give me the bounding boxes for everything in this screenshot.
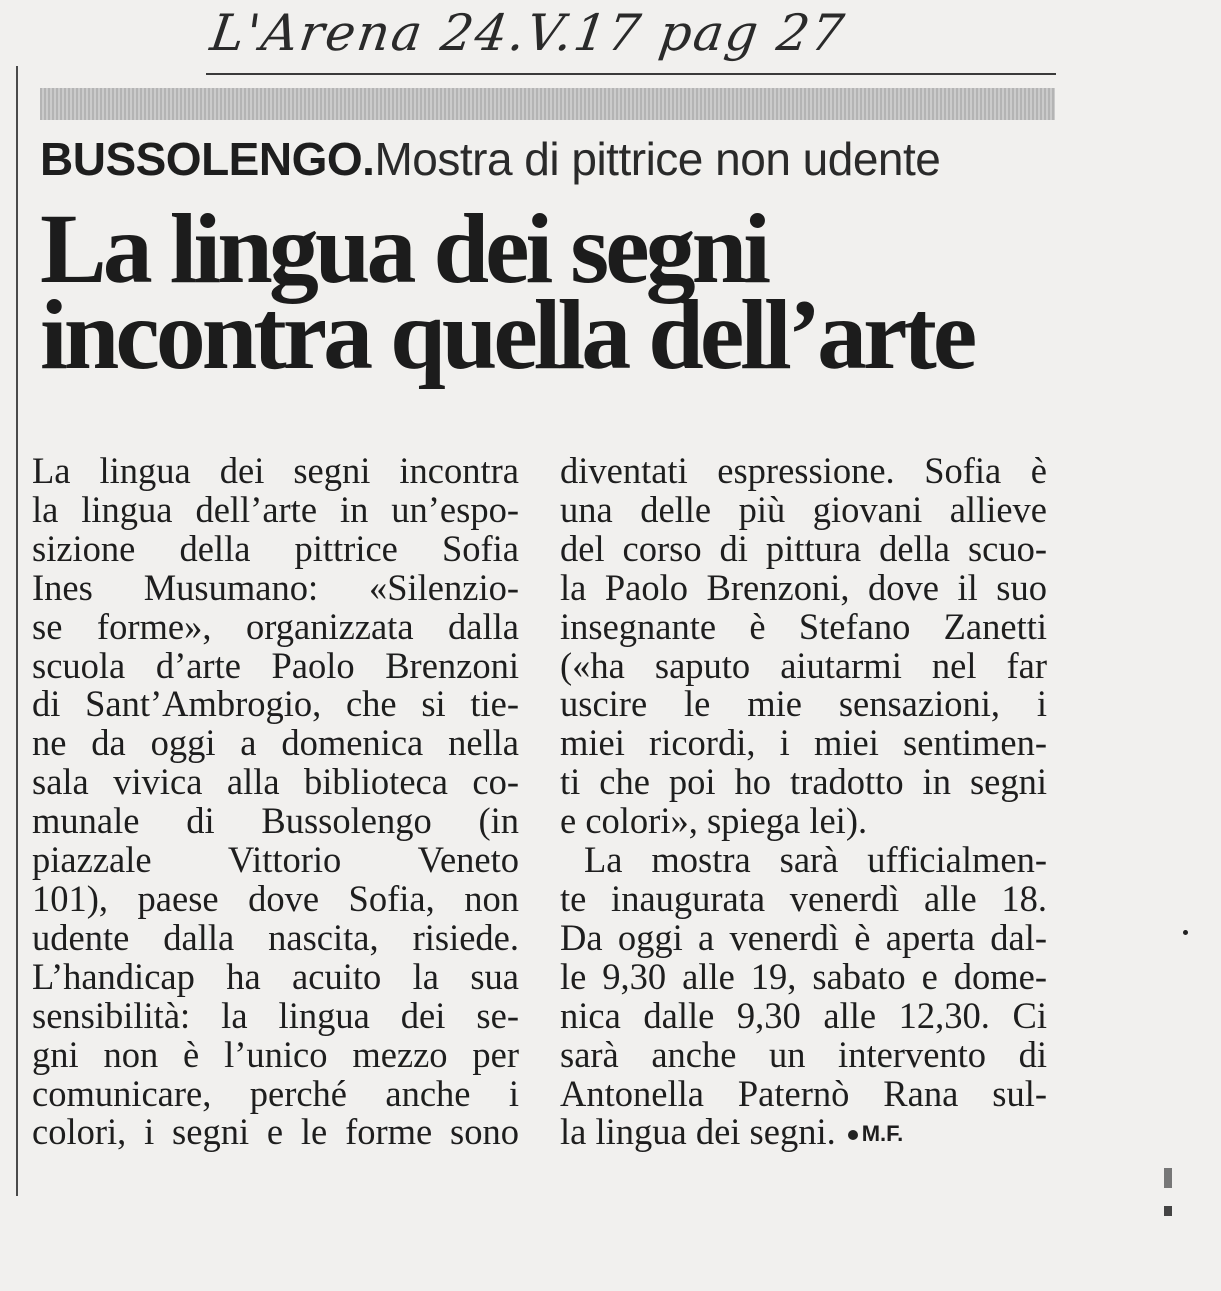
headline-line-1: La lingua dei segni: [40, 193, 767, 304]
bullet-icon: [848, 1130, 858, 1140]
article-line: La lingua dei segni incontra: [32, 450, 519, 491]
article-line: Antonella Paternò Rana sul-: [560, 1072, 1047, 1114]
article-line: insegnante è Stefano Zanetti: [560, 605, 1047, 647]
article-line: ti che poi ho tradotto in segni: [560, 761, 1047, 803]
article-line: ne da oggi a domenica nella: [32, 722, 519, 764]
article-line: sensibilità: la lingua dei se-: [32, 994, 519, 1036]
byline-initials: M.F.: [861, 1121, 904, 1147]
article-line: sarà anche un intervento di: [560, 1033, 1047, 1075]
article-line: diventati espressione. Sofia è: [560, 450, 1047, 491]
article-line: scuola d’arte Paolo Brenzoni: [32, 644, 519, 686]
headline-line-2: incontra quella dell’arte: [40, 279, 974, 390]
header-shaded-band: [40, 88, 1055, 120]
article-line: gni non è l’unico mezzo per: [32, 1033, 519, 1075]
article-line: le 9,30 alle 19, sabato e dome-: [560, 955, 1047, 997]
article-line: udente dalla nascita, risiede.: [32, 916, 519, 958]
article-line: te inaugurata venerdì alle 18.: [560, 877, 1047, 919]
kicker-text: Mostra di pittrice non udente: [374, 133, 941, 185]
handwritten-underline: [206, 73, 1056, 75]
article-line: di Sant’Ambrogio, che si tie-: [32, 683, 519, 725]
article-line: sizione della pittrice Sofia: [32, 527, 519, 569]
article-line: colori, i segni e le forme sono: [32, 1111, 519, 1153]
scan-speck: [1183, 930, 1188, 935]
article-line: la lingua dei segni.: [560, 1111, 836, 1153]
article-line: Da oggi a venerdì è aperta dal-: [560, 916, 1047, 958]
article-line: Ines Musumano: «Silenzio-: [32, 566, 519, 608]
article-line: comunicare, perché anche i: [32, 1072, 519, 1114]
article-line: piazzale Vittorio Veneto: [32, 839, 519, 881]
column-rule-left: [16, 66, 18, 1196]
article-line: del corso di pittura della scuo-: [560, 527, 1047, 569]
article-line: se forme», organizzata dalla: [32, 605, 519, 647]
article-line: L’handicap ha acuito la sua: [32, 955, 519, 997]
handwritten-source-note: L'Arena 24.V.17 pag 27: [206, 4, 850, 62]
article-line: munale di Bussolengo (in: [32, 800, 519, 842]
article-line: sala vivica alla biblioteca co-: [32, 761, 519, 803]
byline: [848, 1121, 904, 1146]
article-line: 101), paese dove Sofia, non: [32, 877, 519, 919]
article-line: la Paolo Brenzoni, dove il suo: [560, 566, 1047, 608]
scan-speck: [1164, 1168, 1172, 1188]
article-line: miei ricordi, i miei sentimen-: [560, 722, 1047, 764]
article-column-2: [560, 452, 1047, 1154]
headline: [40, 193, 1060, 390]
article-line: e colori», spiega lei).: [560, 800, 868, 842]
article-line: («ha saputo aiutarmi nel far: [560, 644, 1047, 686]
article-line: La mostra sarà ufficialmen-: [584, 839, 1047, 881]
article-last-line: [560, 1113, 1047, 1154]
article-line: uscire le mie sensazioni, i: [560, 683, 1047, 725]
article-line: nica dalle 9,30 alle 12,30. Ci: [560, 994, 1047, 1036]
kicker-place: BUSSOLENGO.: [40, 133, 375, 185]
article-column-1: [32, 452, 519, 1152]
article-line: una delle più giovani allieve: [560, 488, 1047, 530]
scan-speck: [1164, 1206, 1172, 1216]
article-line: la lingua dell’arte in un’espo-: [32, 488, 519, 530]
kicker: [40, 132, 1040, 186]
